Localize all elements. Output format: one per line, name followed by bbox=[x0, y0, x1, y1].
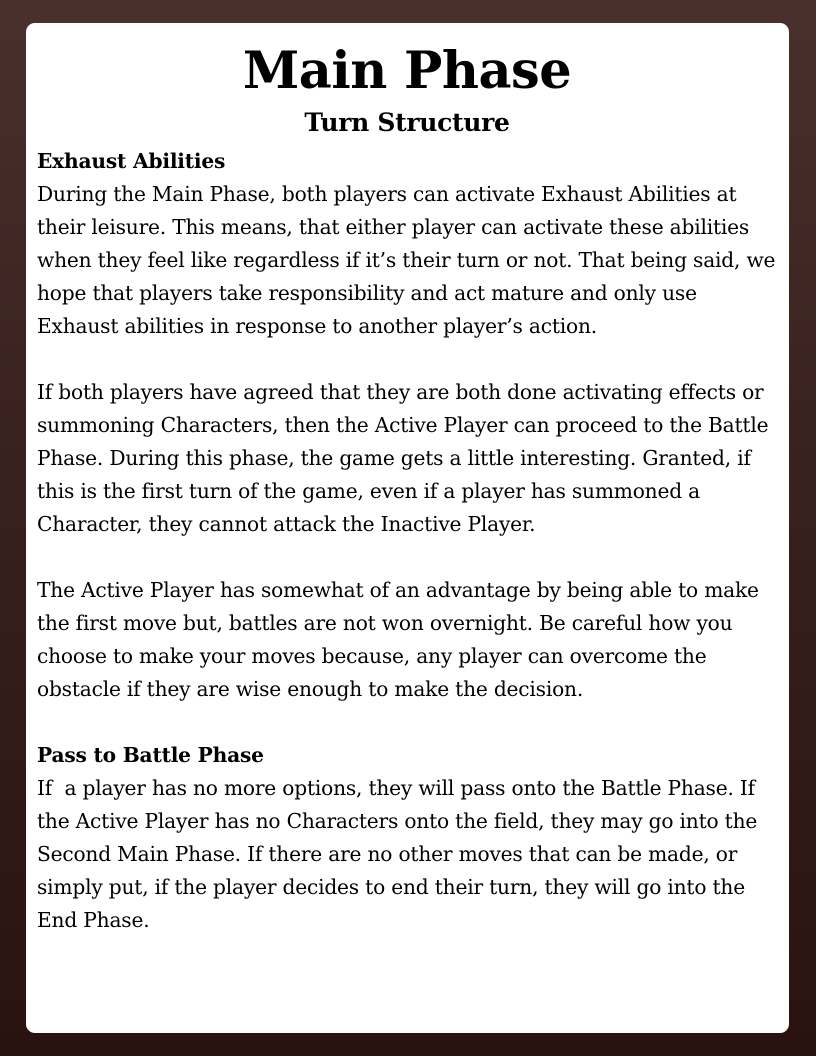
section-spacer bbox=[37, 706, 777, 739]
paragraph: During the Main Phase, both players can activate Exhaust Abilities at their leisure. This means, that either player can activate these abilities when they feel like regardless if it’s their turn or not. That being said, we hope that players take responsibility and act mature and only use Exhaust abilities in response to another player’s action. bbox=[37, 182, 776, 338]
section-heading: Pass to Battle Phase bbox=[37, 743, 264, 767]
paragraph: If both players have agreed that they are both done activating effects or summoning Characters, then the Active Player can proceed to the Battle Phase. During this phase, the game gets a little interesting. Granted, if this is the first turn of the game, even if a player has summoned a Character, they cannot attack the Inactive Player. bbox=[37, 380, 769, 536]
page-title: Main Phase bbox=[242, 41, 572, 101]
section-exhaust-abilities bbox=[37, 145, 777, 706]
paragraph: If a player has no more options, they will pass onto the Battle Phase. If the Active Player has no Characters onto the field, they may go into the Second Main Phase. If there are no other moves that can be made, or simply put, if the player decides to end their turn, they will go into the End Phase. bbox=[37, 776, 764, 932]
section-pass-to-battle-phase bbox=[37, 739, 777, 937]
page-subtitle: Turn Structure bbox=[304, 108, 510, 137]
section-heading: Exhaust Abilities bbox=[37, 149, 226, 173]
page-content bbox=[37, 145, 777, 937]
paragraph-spacer bbox=[37, 343, 777, 376]
rules-page bbox=[26, 23, 789, 1033]
paragraph: The Active Player has somewhat of an advantage by being able to make the first move but, battles are not won overnight. Be careful how you choose to make your moves because, any player can overcome the obstacle if they are wise enough to make the decision. bbox=[37, 578, 759, 701]
paragraph-spacer bbox=[37, 541, 777, 574]
